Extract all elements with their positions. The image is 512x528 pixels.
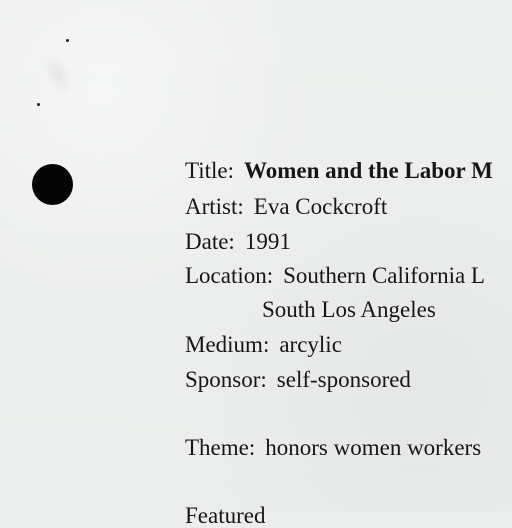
location-second-line: South Los Angeles: [262, 297, 436, 322]
title-line: [185, 159, 493, 182]
location-label: Location:: [185, 263, 274, 288]
title-label: Title:: [185, 158, 235, 183]
paper-speck: [66, 39, 69, 42]
medium-label: Medium:: [185, 332, 270, 357]
artist-label: Artist:: [185, 194, 244, 219]
paper-speck: [37, 103, 40, 106]
sponsor-value: self-sponsored: [276, 367, 411, 392]
date-value: 1991: [244, 229, 291, 254]
sponsor-label: Sponsor:: [185, 367, 267, 392]
medium-line: [185, 333, 342, 356]
date-label: Date:: [185, 229, 235, 254]
theme-line: [185, 436, 481, 459]
partial-footer-text: Featured: [185, 503, 266, 528]
paper-smudge: [38, 49, 78, 99]
date-line: [185, 230, 291, 253]
artist-line: [185, 195, 387, 218]
theme-value: honors women workers: [265, 435, 482, 460]
sponsor-line: [185, 368, 411, 391]
medium-value: arcylic: [279, 332, 342, 357]
title-value: Women and the Labor M: [244, 158, 493, 183]
artist-value: Eva Cockcroft: [253, 194, 388, 219]
location-line: [185, 264, 485, 287]
location-value: Southern California L: [283, 263, 485, 288]
theme-label: Theme:: [185, 435, 256, 460]
hole-punch: [32, 164, 73, 205]
